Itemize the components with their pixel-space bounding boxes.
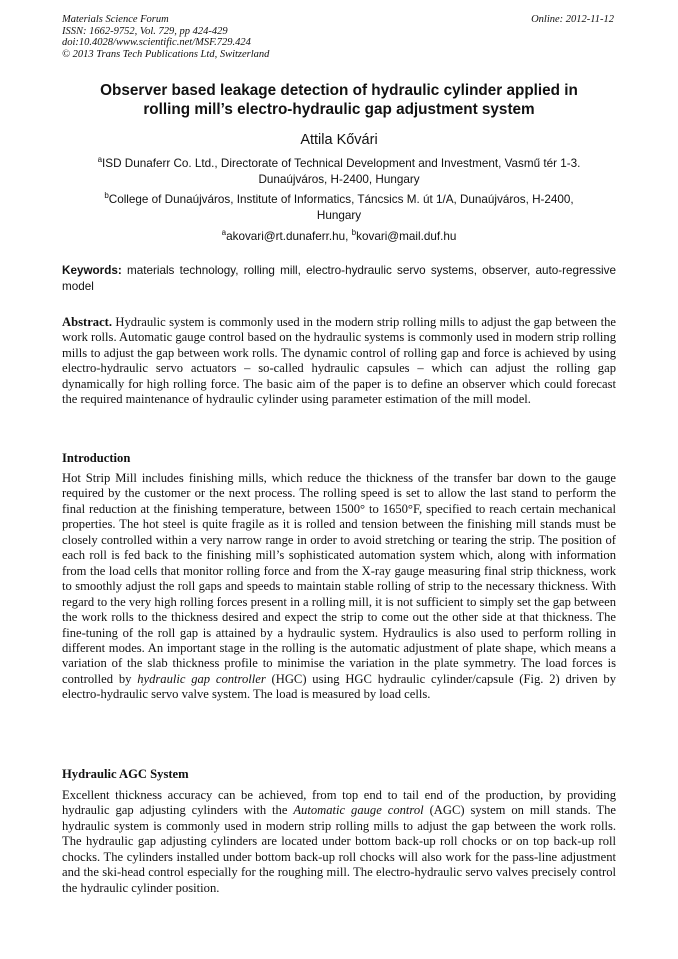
paper-title [62, 82, 616, 119]
title-line-2: rolling mill’s electro-hydraulic gap adjustment system [143, 100, 535, 118]
affiliation-b [62, 192, 616, 223]
introduction-text-2: (HGC) using HGC hydraulic cylinder/capsule (Fig. 2) driven by electro-hydraulic servo valve system. The load is measured by load cells. [62, 671, 616, 702]
introduction-heading: Introduction [62, 451, 131, 465]
affiliation-a-line-1: ISD Dunaferr Co. Ltd., Directorate of Technical Development and Investment, Vasmű tér 1-3. [102, 157, 581, 170]
author-name: Attila Kővári [300, 132, 378, 148]
agc-heading: Hydraulic AGC System [62, 767, 189, 781]
email-a: akovari@rt.dunaferr.hu, [226, 230, 352, 243]
issn-line: ISSN: 1662-9752, Vol. 729, pp 424-429 [62, 25, 228, 37]
email-b: kovari@mail.duf.hu [356, 230, 457, 243]
introduction-text-1: Hot Strip Mill includes finishing mills, which reduce the thickness of the transfer bar down to the gauge required by the customer or the next process. The rolling speed is set to allow the last stand to perform the final reduction at the finishing temperature, between 1500° to 1650°F, specified to reach certain mechanical properties. The hot steel is quite fragile as it is rolled and tension between the finishing mill stands must be closely controlled within a very narrow range in order to avoid stretching or tearing the strip. The position of each roll is fed back to the finishing mill’s sophisticated automation system which, along with information from the load cells that monitor rolling force and from the X-ray gauge measuring final strip thickness, work to smoothly adjust the roll gaps and speeds to maintain stable rolling of strip to the necessary thickness. With regard to the very high rolling forces present in a rolling mill, it is not sufficient to simply set the gap between the work rolls to the thickness desired and expect the strip to come out the other side at that thickness. The fine-tuning of the roll gap is attained by a hydraulic system. Hydraulics is also used to perform rolling in different modes. An important stage in the rolling is the automatic adjustment of plate shape, which means a variation of the slab thickness profile to minimise the variation in the plate symmetry. The load forces is controlled by [62, 471, 616, 686]
online-date: Online: 2012-11-12 [531, 14, 614, 25]
keywords-label: Keywords: [62, 264, 122, 277]
agc-text-1: Excellent thickness accuracy can be achieved, from top end to tail end of the production, by providing hydraulic gap adjusting cylinders with the [62, 788, 616, 818]
affiliation-b-mark: b [104, 191, 109, 200]
abstract [62, 315, 616, 408]
copyright-line: © 2013 Trans Tech Publications Ltd, Switzerland [62, 48, 270, 60]
affiliation-a-line-2: Dunaújváros, H-2400, Hungary [258, 172, 420, 186]
journal-header [62, 14, 269, 60]
agc-paragraph [62, 788, 616, 896]
introduction-italic-term: hydraulic gap controller [137, 671, 266, 686]
agc-italic-term: Automatic gauge control [293, 803, 424, 818]
affiliation-a-mark: a [97, 155, 103, 164]
title-line-1: Observer based leakage detection of hydraulic cylinder applied in [100, 82, 578, 99]
journal-name: Materials Science Forum [62, 14, 169, 25]
keywords [62, 263, 616, 295]
affiliation-b-line-2: Hungary [316, 208, 362, 222]
keywords-text: materials technology, rolling mill, electro-hydraulic servo systems, observer, auto-regressive model [62, 264, 616, 293]
introduction-paragraph [62, 471, 616, 703]
abstract-text: Hydraulic system is commonly used in the modern strip rolling mills to adjust the gap between the work rolls. Automatic gauge control based on the hydraulic systems is commonly used in modern strip rolling mills to adjust the gap between work rolls. The dynamic control of rolling gap and force is achieved by using electro-hydraulic servo actuators – so-called hydraulic capsules – which can adjust the rolling gap dynamically for high rolling force. The basic aim of the paper is to define an observer which could forecast the required maintenance of hydraulic cylinder using parameter estimation of the mill model. [62, 315, 616, 407]
email-a-mark: a [221, 228, 227, 237]
affiliation-a [62, 156, 616, 187]
doi-line: doi:10.4028/www.scientific.net/MSF.729.424 [62, 37, 251, 49]
email-b-mark: b [351, 228, 357, 237]
abstract-label: Abstract. [62, 315, 113, 329]
author-emails [62, 229, 616, 245]
agc-text-2: (AGC) system on mill stands. The hydraulic system is commonly used in modern strip rolling mills to adjust the gap between the work rolls. The hydraulic gap adjusting cylinders are located under bottom back-up roll chocks or on top back-up roll chocks. The cylinders installed under bottom back-up roll chocks will also work for the pass-line adjustment and the ski-head control especially for the roughing mill. The electro-hydraulic servo valves precisely control the hydraulic cylinder position. [62, 803, 616, 895]
affiliation-b-line-1: College of Dunaújváros, Institute of Informatics, Táncsics M. út 1/A, Dunaújváros, H-2400, [108, 193, 574, 206]
